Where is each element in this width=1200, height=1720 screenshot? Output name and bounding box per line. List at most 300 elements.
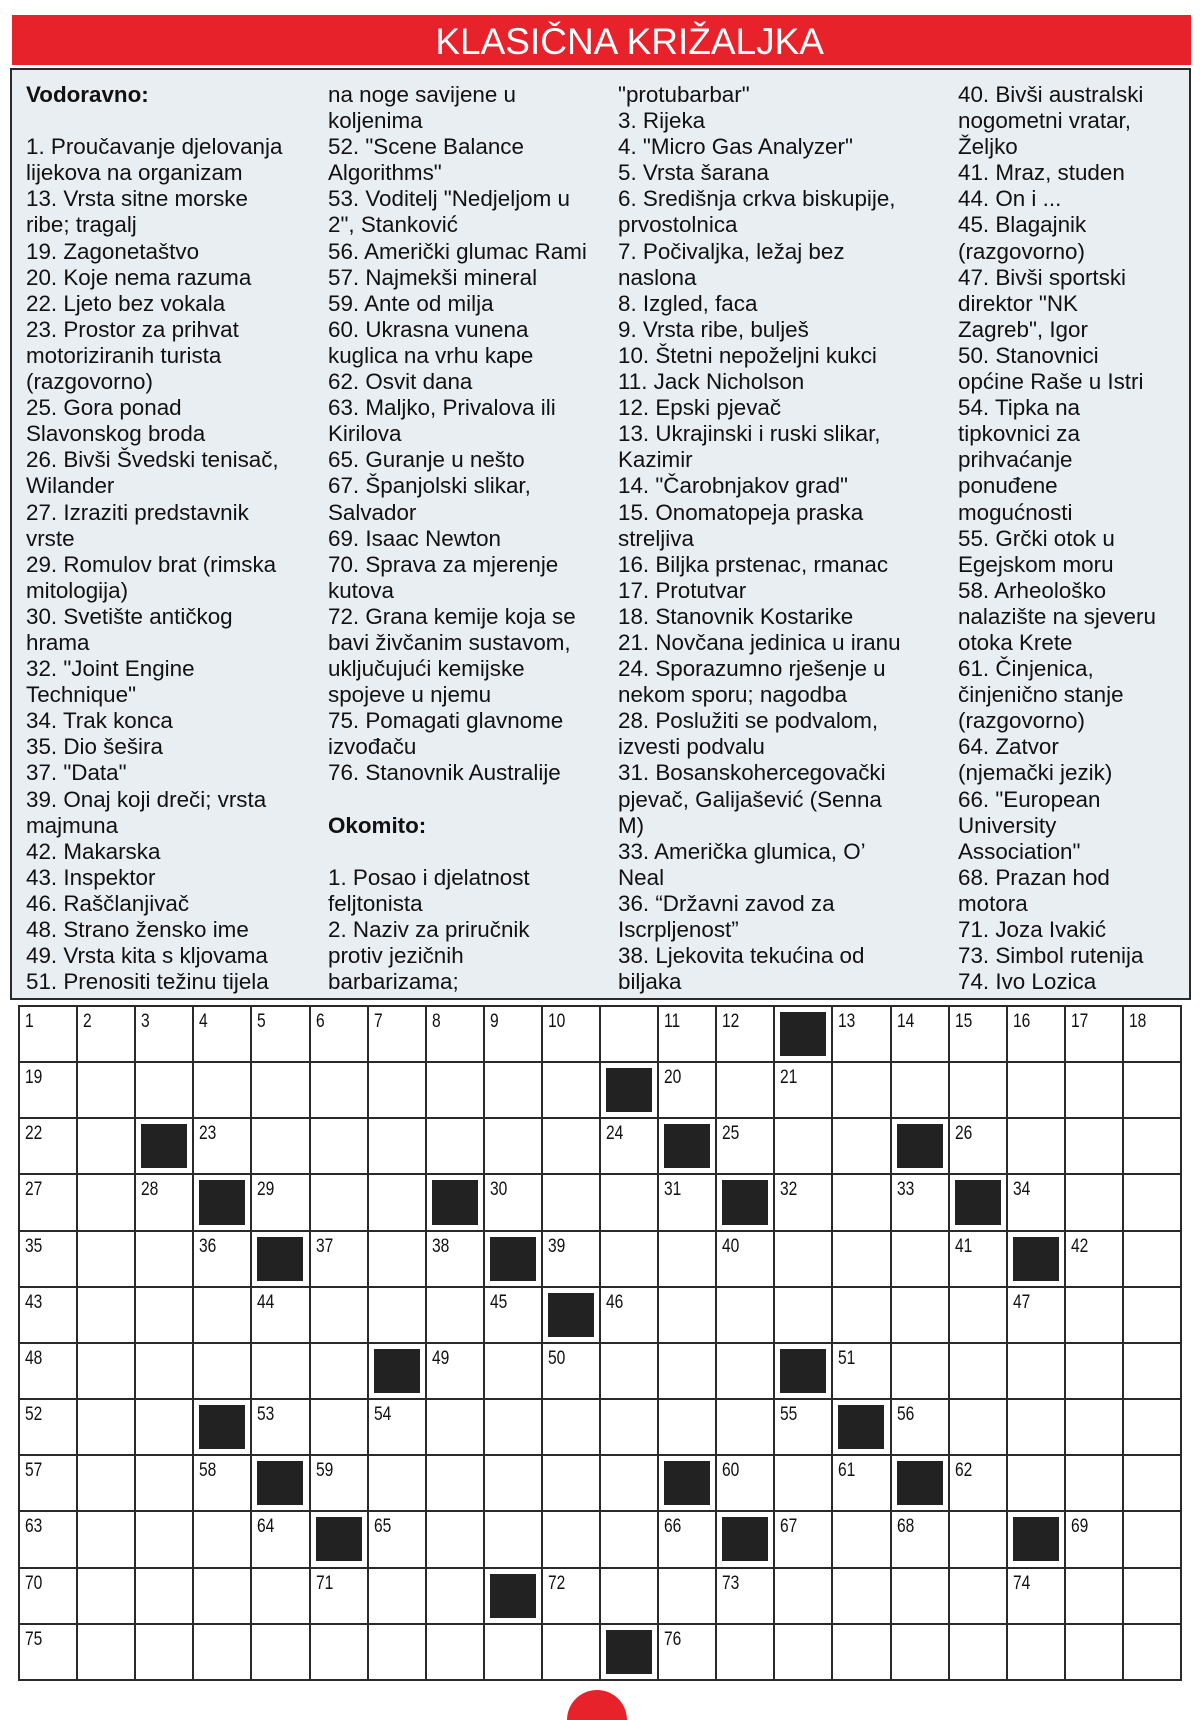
- cell-number: 60: [722, 1460, 740, 1482]
- grid-cell[interactable]: [891, 1287, 949, 1343]
- grid-cell[interactable]: [949, 1399, 1007, 1455]
- grid-cell[interactable]: [658, 1624, 716, 1680]
- block-square: [316, 1517, 362, 1561]
- grid-cell[interactable]: [135, 1399, 193, 1455]
- cell-number: 49: [431, 1347, 450, 1369]
- clue-line: nogometni vratar,: [958, 108, 1132, 134]
- grid-cell[interactable]: [251, 1118, 309, 1174]
- grid-cell[interactable]: [949, 1231, 1007, 1287]
- grid-cell[interactable]: [1065, 1006, 1123, 1062]
- block-square: [897, 1461, 943, 1505]
- clue-line: naslona: [618, 264, 697, 290]
- clue-line: Association": [958, 838, 1081, 864]
- grid-cell[interactable]: [193, 1062, 251, 1118]
- clue-line: mitologija): [26, 577, 129, 603]
- grid-cell[interactable]: [1065, 1287, 1123, 1343]
- grid-cell[interactable]: [832, 1343, 890, 1399]
- grid-cell[interactable]: [542, 1062, 600, 1118]
- grid-cell[interactable]: [716, 1399, 774, 1455]
- grid-cell[interactable]: [77, 1624, 135, 1680]
- grid-cell[interactable]: [484, 1287, 542, 1343]
- grid-cell[interactable]: [251, 1511, 309, 1567]
- grid-cell[interactable]: [77, 1174, 135, 1230]
- grid-cell[interactable]: [19, 1511, 77, 1567]
- block-cell: [658, 1118, 716, 1174]
- cell-number: 68: [896, 1516, 914, 1538]
- grid-cell[interactable]: [19, 1231, 77, 1287]
- grid-cell[interactable]: [310, 1062, 368, 1118]
- grid-cell[interactable]: [19, 1455, 77, 1511]
- clue-line: bavi živčanim sustavom,: [328, 629, 571, 655]
- grid-cell[interactable]: [368, 1455, 426, 1511]
- grid-cell[interactable]: [135, 1624, 193, 1680]
- grid-cell[interactable]: [949, 1511, 1007, 1567]
- clue-line: 6. Središnja crkva biskupije,: [618, 186, 896, 212]
- grid-cell[interactable]: [832, 1287, 890, 1343]
- clue-line: 36. “Državni zavod za: [618, 890, 835, 916]
- clue-line: (njemački jezik): [958, 760, 1113, 786]
- grid-cell[interactable]: [1123, 1174, 1181, 1230]
- grid-cell[interactable]: [658, 1231, 716, 1287]
- grid-cell[interactable]: [368, 1287, 426, 1343]
- cell-number: 8: [431, 1011, 441, 1032]
- grid-cell[interactable]: [542, 1231, 600, 1287]
- grid-cell[interactable]: [135, 1174, 193, 1230]
- grid-cell[interactable]: [949, 1568, 1007, 1624]
- grid-cell[interactable]: [135, 1511, 193, 1567]
- grid-cell[interactable]: [1065, 1624, 1123, 1680]
- grid-cell[interactable]: [658, 1062, 716, 1118]
- grid-cell[interactable]: [135, 1287, 193, 1343]
- cell-number: 70: [25, 1572, 43, 1594]
- grid-cell[interactable]: [310, 1343, 368, 1399]
- grid-cell[interactable]: [426, 1231, 484, 1287]
- clue-line: 60. Ukrasna vunena: [328, 316, 529, 342]
- grid-cell[interactable]: [774, 1511, 832, 1567]
- grid-cell[interactable]: [774, 1399, 832, 1455]
- grid-cell[interactable]: [1065, 1174, 1123, 1230]
- grid-cell[interactable]: [426, 1287, 484, 1343]
- grid-cell[interactable]: [600, 1568, 658, 1624]
- grid-cell[interactable]: [1007, 1568, 1065, 1624]
- cell-number: 17: [1070, 1011, 1089, 1032]
- cell-number: 62: [954, 1460, 972, 1482]
- grid-cell[interactable]: [77, 1062, 135, 1118]
- grid-cell[interactable]: [484, 1343, 542, 1399]
- grid-cell[interactable]: [1007, 1062, 1065, 1118]
- clue-line: streljiva: [618, 525, 694, 551]
- grid-cell[interactable]: [1123, 1006, 1181, 1062]
- grid-cell[interactable]: [542, 1624, 600, 1680]
- grid-cell[interactable]: [77, 1006, 135, 1062]
- grid-cell[interactable]: [658, 1511, 716, 1567]
- grid-cell[interactable]: [251, 1399, 309, 1455]
- clue-line: 68. Prazan hod: [958, 864, 1110, 890]
- grid-cell[interactable]: [774, 1624, 832, 1680]
- grid-cell[interactable]: [193, 1624, 251, 1680]
- grid-cell[interactable]: [949, 1062, 1007, 1118]
- grid-cell[interactable]: [1007, 1624, 1065, 1680]
- grid-cell[interactable]: [600, 1455, 658, 1511]
- grid-cell[interactable]: [310, 1624, 368, 1680]
- block-square: [897, 1124, 943, 1168]
- grid-cell[interactable]: [193, 1455, 251, 1511]
- grid-cell[interactable]: [774, 1287, 832, 1343]
- clue-line: 18. Stanovnik Kostarike: [618, 603, 854, 629]
- grid-cell[interactable]: [542, 1568, 600, 1624]
- grid-cell[interactable]: [716, 1231, 774, 1287]
- clue-line: 54. Tipka na: [958, 395, 1080, 421]
- grid-cell[interactable]: [658, 1399, 716, 1455]
- grid-cell[interactable]: [193, 1287, 251, 1343]
- grid-line-horizontal: [18, 1230, 1182, 1232]
- cell-number: 29: [257, 1179, 275, 1201]
- grid-cell[interactable]: [891, 1174, 949, 1230]
- grid-cell[interactable]: [193, 1231, 251, 1287]
- grid-cell[interactable]: [542, 1006, 600, 1062]
- grid-cell[interactable]: [600, 1006, 658, 1062]
- block-cell: [310, 1511, 368, 1567]
- grid-cell[interactable]: [484, 1455, 542, 1511]
- grid-cell[interactable]: [600, 1231, 658, 1287]
- grid-cell[interactable]: [774, 1118, 832, 1174]
- grid-cell[interactable]: [426, 1343, 484, 1399]
- grid-cell[interactable]: [1007, 1174, 1065, 1230]
- grid-cell[interactable]: [310, 1174, 368, 1230]
- grid-cell[interactable]: [484, 1399, 542, 1455]
- grid-cell[interactable]: [368, 1511, 426, 1567]
- grid-cell[interactable]: [891, 1343, 949, 1399]
- grid-cell[interactable]: [1123, 1062, 1181, 1118]
- grid-cell[interactable]: [658, 1006, 716, 1062]
- block-square: [606, 1630, 652, 1674]
- grid-cell[interactable]: [949, 1006, 1007, 1062]
- cell-number: 3: [141, 1011, 150, 1032]
- grid-cell[interactable]: [368, 1231, 426, 1287]
- grid-cell[interactable]: [19, 1568, 77, 1624]
- grid-cell[interactable]: [1123, 1118, 1181, 1174]
- grid-cell[interactable]: [251, 1287, 309, 1343]
- grid-cell[interactable]: [600, 1511, 658, 1567]
- grid-cell[interactable]: [1123, 1511, 1181, 1567]
- grid-cell[interactable]: [542, 1343, 600, 1399]
- grid-cell[interactable]: [1123, 1287, 1181, 1343]
- grid-cell[interactable]: [832, 1006, 890, 1062]
- grid-cell[interactable]: [310, 1231, 368, 1287]
- grid-cell[interactable]: [949, 1287, 1007, 1343]
- grid-cell[interactable]: [135, 1568, 193, 1624]
- clue-line: Zagreb", Igor: [958, 316, 1088, 342]
- grid-cell[interactable]: [891, 1006, 949, 1062]
- grid-cell[interactable]: [949, 1343, 1007, 1399]
- grid-cell[interactable]: [310, 1118, 368, 1174]
- grid-cell[interactable]: [716, 1118, 774, 1174]
- block-square: [548, 1293, 594, 1337]
- grid-cell[interactable]: [368, 1399, 426, 1455]
- cell-number: 10: [547, 1011, 566, 1032]
- grid-cell[interactable]: [716, 1006, 774, 1062]
- clue-line: 33. Američka glumica, O’: [618, 838, 866, 864]
- clue-line: koljenima: [328, 108, 423, 134]
- grid-cell[interactable]: [832, 1624, 890, 1680]
- grid-cell[interactable]: [832, 1455, 890, 1511]
- grid-cell[interactable]: [1007, 1455, 1065, 1511]
- block-cell: [716, 1511, 774, 1567]
- grid-cell[interactable]: [1065, 1511, 1123, 1567]
- grid-cell[interactable]: [484, 1511, 542, 1567]
- grid-cell[interactable]: [832, 1062, 890, 1118]
- grid-line-horizontal: [18, 1679, 1182, 1681]
- clue-line: 17. Protutvar: [618, 577, 747, 603]
- grid-cell[interactable]: [949, 1118, 1007, 1174]
- clue-line: 27. Izraziti predstavnik: [26, 499, 249, 525]
- clue-line: 2", Stanković: [328, 212, 458, 238]
- grid-cell[interactable]: [716, 1287, 774, 1343]
- clue-line: Iscrpljenost”: [618, 917, 739, 942]
- grid-cell[interactable]: [542, 1174, 600, 1230]
- grid-cell[interactable]: [135, 1062, 193, 1118]
- grid-cell[interactable]: [542, 1118, 600, 1174]
- cell-number: 19: [25, 1067, 43, 1089]
- block-square: [490, 1574, 536, 1618]
- grid-cell[interactable]: [832, 1511, 890, 1567]
- clue-line: Salvador: [328, 499, 417, 525]
- grid-cell[interactable]: [193, 1568, 251, 1624]
- grid-cell[interactable]: [716, 1624, 774, 1680]
- grid-cell[interactable]: [1007, 1287, 1065, 1343]
- grid-cell[interactable]: [949, 1455, 1007, 1511]
- grid-cell[interactable]: [368, 1174, 426, 1230]
- clue-line: uključujući kemijske: [328, 656, 525, 682]
- grid-cell[interactable]: [1007, 1006, 1065, 1062]
- grid-cell[interactable]: [368, 1624, 426, 1680]
- grid-cell[interactable]: [600, 1399, 658, 1455]
- grid-cell[interactable]: [426, 1455, 484, 1511]
- block-square: [1013, 1237, 1059, 1281]
- clue-column-3: [618, 82, 901, 995]
- grid-cell[interactable]: [1123, 1568, 1181, 1624]
- clue-line: 1. Proučavanje djelovanja: [26, 134, 283, 160]
- grid-cell[interactable]: [77, 1118, 135, 1174]
- grid-cell[interactable]: [600, 1118, 658, 1174]
- cell-number: 27: [25, 1179, 43, 1201]
- grid-cell[interactable]: [542, 1399, 600, 1455]
- cell-number: 12: [722, 1011, 740, 1032]
- block-square: [664, 1124, 710, 1168]
- clue-line: mogućnosti: [958, 499, 1073, 525]
- grid-cell[interactable]: [77, 1399, 135, 1455]
- cell-number: 36: [199, 1235, 217, 1257]
- grid-cell[interactable]: [426, 1118, 484, 1174]
- grid-cell[interactable]: [891, 1231, 949, 1287]
- grid-cell[interactable]: [891, 1624, 949, 1680]
- grid-cell[interactable]: [77, 1287, 135, 1343]
- cell-number: 22: [25, 1123, 43, 1145]
- grid-cell[interactable]: [19, 1006, 77, 1062]
- grid-cell[interactable]: [1065, 1062, 1123, 1118]
- grid-cell[interactable]: [600, 1174, 658, 1230]
- grid-cell[interactable]: [19, 1287, 77, 1343]
- grid-cell[interactable]: [426, 1006, 484, 1062]
- grid-cell[interactable]: [193, 1511, 251, 1567]
- clue-line: [328, 839, 587, 865]
- clue-line: Wilander: [26, 473, 115, 499]
- grid-cell[interactable]: [1007, 1343, 1065, 1399]
- cell-number: 39: [547, 1235, 566, 1257]
- grid-cell[interactable]: [19, 1624, 77, 1680]
- grid-cell[interactable]: [949, 1624, 1007, 1680]
- clue-line: motora: [958, 890, 1028, 916]
- clue-line: barbarizama;: [328, 969, 459, 995]
- grid-cell[interactable]: [832, 1231, 890, 1287]
- grid-cell[interactable]: [368, 1062, 426, 1118]
- clue-line: 9. Vrsta ribe, bulješ: [618, 316, 809, 342]
- grid-cell[interactable]: [832, 1568, 890, 1624]
- grid-cell[interactable]: [658, 1174, 716, 1230]
- cell-number: 57: [25, 1460, 43, 1482]
- block-cell: [658, 1455, 716, 1511]
- clue-line: otoka Krete: [958, 629, 1073, 655]
- grid-cell[interactable]: [193, 1343, 251, 1399]
- grid-cell[interactable]: [251, 1006, 309, 1062]
- clue-line: hrama: [26, 629, 90, 655]
- grid-cell[interactable]: [77, 1231, 135, 1287]
- grid-cell[interactable]: [658, 1343, 716, 1399]
- grid-cell[interactable]: [774, 1455, 832, 1511]
- grid-cell[interactable]: [774, 1231, 832, 1287]
- clue-line: 22. Ljeto bez vokala: [26, 290, 226, 316]
- cell-number: 46: [606, 1291, 624, 1313]
- grid-cell[interactable]: [1065, 1455, 1123, 1511]
- grid-cell[interactable]: [368, 1006, 426, 1062]
- clue-line: 3. Rijeka: [618, 108, 706, 134]
- grid-cell[interactable]: [891, 1062, 949, 1118]
- grid-cell[interactable]: [251, 1062, 309, 1118]
- grid-cell[interactable]: [310, 1455, 368, 1511]
- grid-cell[interactable]: [426, 1062, 484, 1118]
- grid-cell[interactable]: [193, 1006, 251, 1062]
- grid-cell[interactable]: [1123, 1399, 1181, 1455]
- grid-cell[interactable]: [1123, 1231, 1181, 1287]
- block-square: [1013, 1517, 1059, 1561]
- cell-number: 37: [315, 1235, 333, 1257]
- grid-cell[interactable]: [77, 1455, 135, 1511]
- cell-number: 5: [257, 1011, 267, 1032]
- grid-cell[interactable]: [426, 1399, 484, 1455]
- cell-number: 42: [1070, 1235, 1089, 1257]
- cell-number: 53: [257, 1404, 275, 1426]
- grid-cell[interactable]: [542, 1455, 600, 1511]
- grid-cell[interactable]: [542, 1511, 600, 1567]
- grid-cell[interactable]: [1065, 1118, 1123, 1174]
- grid-cell[interactable]: [484, 1624, 542, 1680]
- grid-cell[interactable]: [1123, 1455, 1181, 1511]
- grid-cell[interactable]: [135, 1006, 193, 1062]
- grid-cell[interactable]: [310, 1006, 368, 1062]
- grid-cell[interactable]: [774, 1062, 832, 1118]
- grid-cell[interactable]: [1123, 1624, 1181, 1680]
- grid-cell[interactable]: [1065, 1231, 1123, 1287]
- grid-cell[interactable]: [19, 1343, 77, 1399]
- grid-cell[interactable]: [368, 1568, 426, 1624]
- grid-cell[interactable]: [251, 1343, 309, 1399]
- grid-cell[interactable]: [891, 1399, 949, 1455]
- grid-cell[interactable]: [484, 1118, 542, 1174]
- block-square: [664, 1461, 710, 1505]
- grid-cell[interactable]: [310, 1568, 368, 1624]
- grid-cell[interactable]: [891, 1511, 949, 1567]
- grid-cell[interactable]: [891, 1568, 949, 1624]
- clue-line: 62. Osvit dana: [328, 369, 473, 395]
- grid-cell[interactable]: [1065, 1399, 1123, 1455]
- grid-cell[interactable]: [426, 1568, 484, 1624]
- grid-cell[interactable]: [77, 1568, 135, 1624]
- grid-cell[interactable]: [426, 1624, 484, 1680]
- grid-cell[interactable]: [19, 1399, 77, 1455]
- grid-cell[interactable]: [251, 1568, 309, 1624]
- grid-cell[interactable]: [774, 1174, 832, 1230]
- grid-cell[interactable]: [832, 1118, 890, 1174]
- grid-cell[interactable]: [77, 1511, 135, 1567]
- grid-cell[interactable]: [77, 1343, 135, 1399]
- grid-cell[interactable]: [716, 1343, 774, 1399]
- grid-cell[interactable]: [193, 1118, 251, 1174]
- grid-cell[interactable]: [1065, 1568, 1123, 1624]
- grid-cell[interactable]: [368, 1118, 426, 1174]
- grid-cell[interactable]: [774, 1568, 832, 1624]
- clue-line: 61. Činjenica,: [958, 656, 1094, 682]
- cell-number: 44: [257, 1291, 275, 1313]
- block-cell: [832, 1399, 890, 1455]
- grid-cell[interactable]: [716, 1455, 774, 1511]
- grid-cell[interactable]: [19, 1174, 77, 1230]
- grid-cell[interactable]: [1065, 1343, 1123, 1399]
- grid-cell[interactable]: [484, 1006, 542, 1062]
- grid-cell[interactable]: [426, 1511, 484, 1567]
- grid-cell[interactable]: [832, 1174, 890, 1230]
- block-cell: [193, 1399, 251, 1455]
- cell-number: 51: [838, 1347, 856, 1369]
- cell-number: 7: [373, 1011, 383, 1032]
- grid-cell[interactable]: [135, 1455, 193, 1511]
- grid-cell[interactable]: [484, 1062, 542, 1118]
- grid-cell[interactable]: [716, 1568, 774, 1624]
- grid-cell[interactable]: [135, 1231, 193, 1287]
- grid-cell[interactable]: [658, 1287, 716, 1343]
- grid-cell[interactable]: [19, 1062, 77, 1118]
- grid-cell[interactable]: [716, 1062, 774, 1118]
- grid-cell[interactable]: [600, 1287, 658, 1343]
- cell-number: 69: [1070, 1516, 1089, 1538]
- grid-cell[interactable]: [600, 1343, 658, 1399]
- grid-cell[interactable]: [1123, 1343, 1181, 1399]
- clue-line: nekom sporu; nagodba: [618, 682, 848, 708]
- grid-line-horizontal: [18, 1510, 1182, 1512]
- grid-cell[interactable]: [484, 1174, 542, 1230]
- grid-cell[interactable]: [19, 1118, 77, 1174]
- grid-cell[interactable]: [310, 1399, 368, 1455]
- grid-cell[interactable]: [135, 1343, 193, 1399]
- grid-cell[interactable]: [251, 1624, 309, 1680]
- grid-cell[interactable]: [1007, 1118, 1065, 1174]
- clue-line: [328, 787, 587, 813]
- clue-line: spojeve u njemu: [328, 682, 492, 708]
- grid-cell[interactable]: [658, 1568, 716, 1624]
- grid-cell[interactable]: [1007, 1399, 1065, 1455]
- cell-number: 16: [1012, 1011, 1031, 1032]
- grid-cell[interactable]: [251, 1174, 309, 1230]
- grid-cell[interactable]: [310, 1287, 368, 1343]
